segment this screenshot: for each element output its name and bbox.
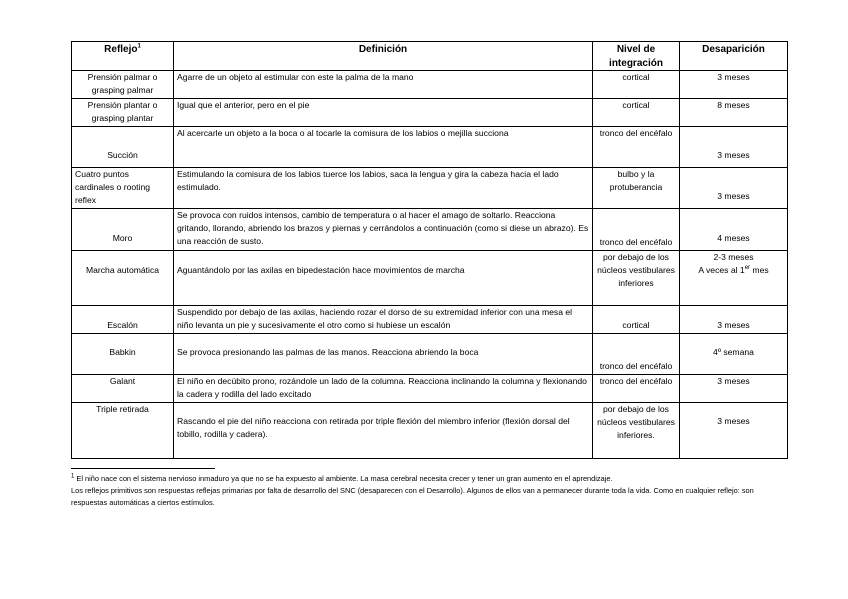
- footnote-marker: 1: [137, 43, 141, 50]
- cell-definicion: Suspendido por debajo de las axilas, haciendo rozar el dorso de su extremidad inferior con una mesa el niño levanta un pie y sucesivamente el otro como si hubiese un escalón: [174, 305, 593, 333]
- cell-desaparicion: 3 meses: [680, 167, 788, 208]
- footnote: [71, 473, 783, 509]
- cell-reflejo: Prensión plantar o grasping plantar: [72, 98, 174, 126]
- cell-nivel: tronco del encéfalo: [593, 374, 680, 402]
- cell-reflejo: Succión: [72, 126, 174, 167]
- cell-desaparicion: 3 meses: [680, 126, 788, 167]
- table-row: [72, 250, 788, 305]
- cell-nivel: tronco del encéfalo: [593, 126, 680, 167]
- table-row: [72, 333, 788, 374]
- table-row: [72, 126, 788, 167]
- cell-desaparicion: 2-3 meses A veces al 1er mes: [680, 250, 788, 305]
- table-row: [72, 98, 788, 126]
- cell-desaparicion: 8 meses: [680, 98, 788, 126]
- cell-nivel: bulbo y la protuberancia: [593, 167, 680, 208]
- cell-desaparicion: 3 meses: [680, 305, 788, 333]
- cell-definicion: Se provoca presionando las palmas de las manos. Reacciona abriendo la boca: [174, 333, 593, 374]
- footnote-separator: [71, 468, 215, 469]
- cell-nivel: cortical: [593, 71, 680, 99]
- header-nivel: Nivel de integración: [593, 42, 680, 71]
- cell-reflejo: Prensión palmar o grasping palmar: [72, 71, 174, 99]
- footnote-line-1: $^1$ El niño nace con el sistema nervioso inmaduro ya que no se ha expuesto al ambiente. La masa cerebral necesita crecer y tener un gran aumento en el aprendizaje.: [71, 473, 613, 483]
- cell-desaparicion: 3 meses: [680, 374, 788, 402]
- cell-definicion: Rascando el pie del niño reacciona con retirada por triple flexión del miembro inferior (flexión dorsal del tobillo, rodilla y cadera).: [174, 402, 593, 458]
- table-header-row: [72, 42, 788, 71]
- table-row: [72, 167, 788, 208]
- cell-reflejo: Marcha automática: [72, 250, 174, 305]
- cell-desaparicion: 4 meses: [680, 208, 788, 250]
- cell-definicion: El niño en decúbito prono, rozándole un lado de la columna. Reacciona inclinando la columna y flexionando la cadera y rodilla del lado excitado: [174, 374, 593, 402]
- cell-desaparicion: 4º semana: [680, 333, 788, 374]
- cell-nivel: por debajo de los núcleos vestibulares inferiores.: [593, 402, 680, 458]
- cell-definicion: Se provoca con ruidos intensos, cambio de temperatura o al hacer el amago de soltarlo. Reacciona gritando, llorando, abriendo los brazos y piernas y cerrándolos a continuación (como si diese un abrazo). Es una reacción de susto.: [174, 208, 593, 250]
- cell-desaparicion: 3 meses: [680, 402, 788, 458]
- header-definicion: Definición: [174, 42, 593, 71]
- reflexes-table: [71, 41, 788, 459]
- table-row: [72, 305, 788, 333]
- table-row: [72, 374, 788, 402]
- header-desaparicion: Desaparición: [680, 42, 788, 71]
- cell-desaparicion: 3 meses: [680, 71, 788, 99]
- table-row: [72, 402, 788, 458]
- table-row: [72, 71, 788, 99]
- cell-nivel: tronco del encéfalo: [593, 333, 680, 374]
- table-row: [72, 208, 788, 250]
- cell-nivel: por debajo de los núcleos vestibulares inferiores: [593, 250, 680, 305]
- cell-nivel: tronco del encéfalo: [593, 208, 680, 250]
- cell-definicion: Agarre de un objeto al estimular con este la palma de la mano: [174, 71, 593, 99]
- cell-reflejo: Triple retirada: [72, 402, 174, 458]
- cell-definicion: Estimulando la comisura de los labios tuerce los labios, saca la lengua y gira la cabeza hacia el lado estimulado.: [174, 167, 593, 208]
- footnote-line-2: Los reflejos primitivos son respuestas reflejas primarias por falta de desarrollo del SNC (desaparecen con el Desarrollo). Algunos de ellos van a permanecer durante toda la vida. Como en cualquier reflejo: son respuestas automáticas a ciertos estímulos.: [71, 486, 754, 507]
- cell-reflejo: Cuatro puntos cardinales o rooting reflex: [72, 167, 174, 208]
- cell-reflejo: Moro: [72, 208, 174, 250]
- cell-reflejo: Escalón: [72, 305, 174, 333]
- cell-reflejo: Babkin: [72, 333, 174, 374]
- cell-reflejo: Galant: [72, 374, 174, 402]
- cell-nivel: cortical: [593, 98, 680, 126]
- cell-definicion: Aguantándolo por las axilas en bipedestación hace movimientos de marcha: [174, 250, 593, 305]
- cell-definicion: Al acercarle un objeto a la boca o al tocarle la comisura de los labios o mejilla succiona: [174, 126, 593, 167]
- cell-nivel: cortical: [593, 305, 680, 333]
- cell-definicion: Igual que el anterior, pero en el pie: [174, 98, 593, 126]
- header-reflejo: Reflejo$^1$: [72, 42, 174, 71]
